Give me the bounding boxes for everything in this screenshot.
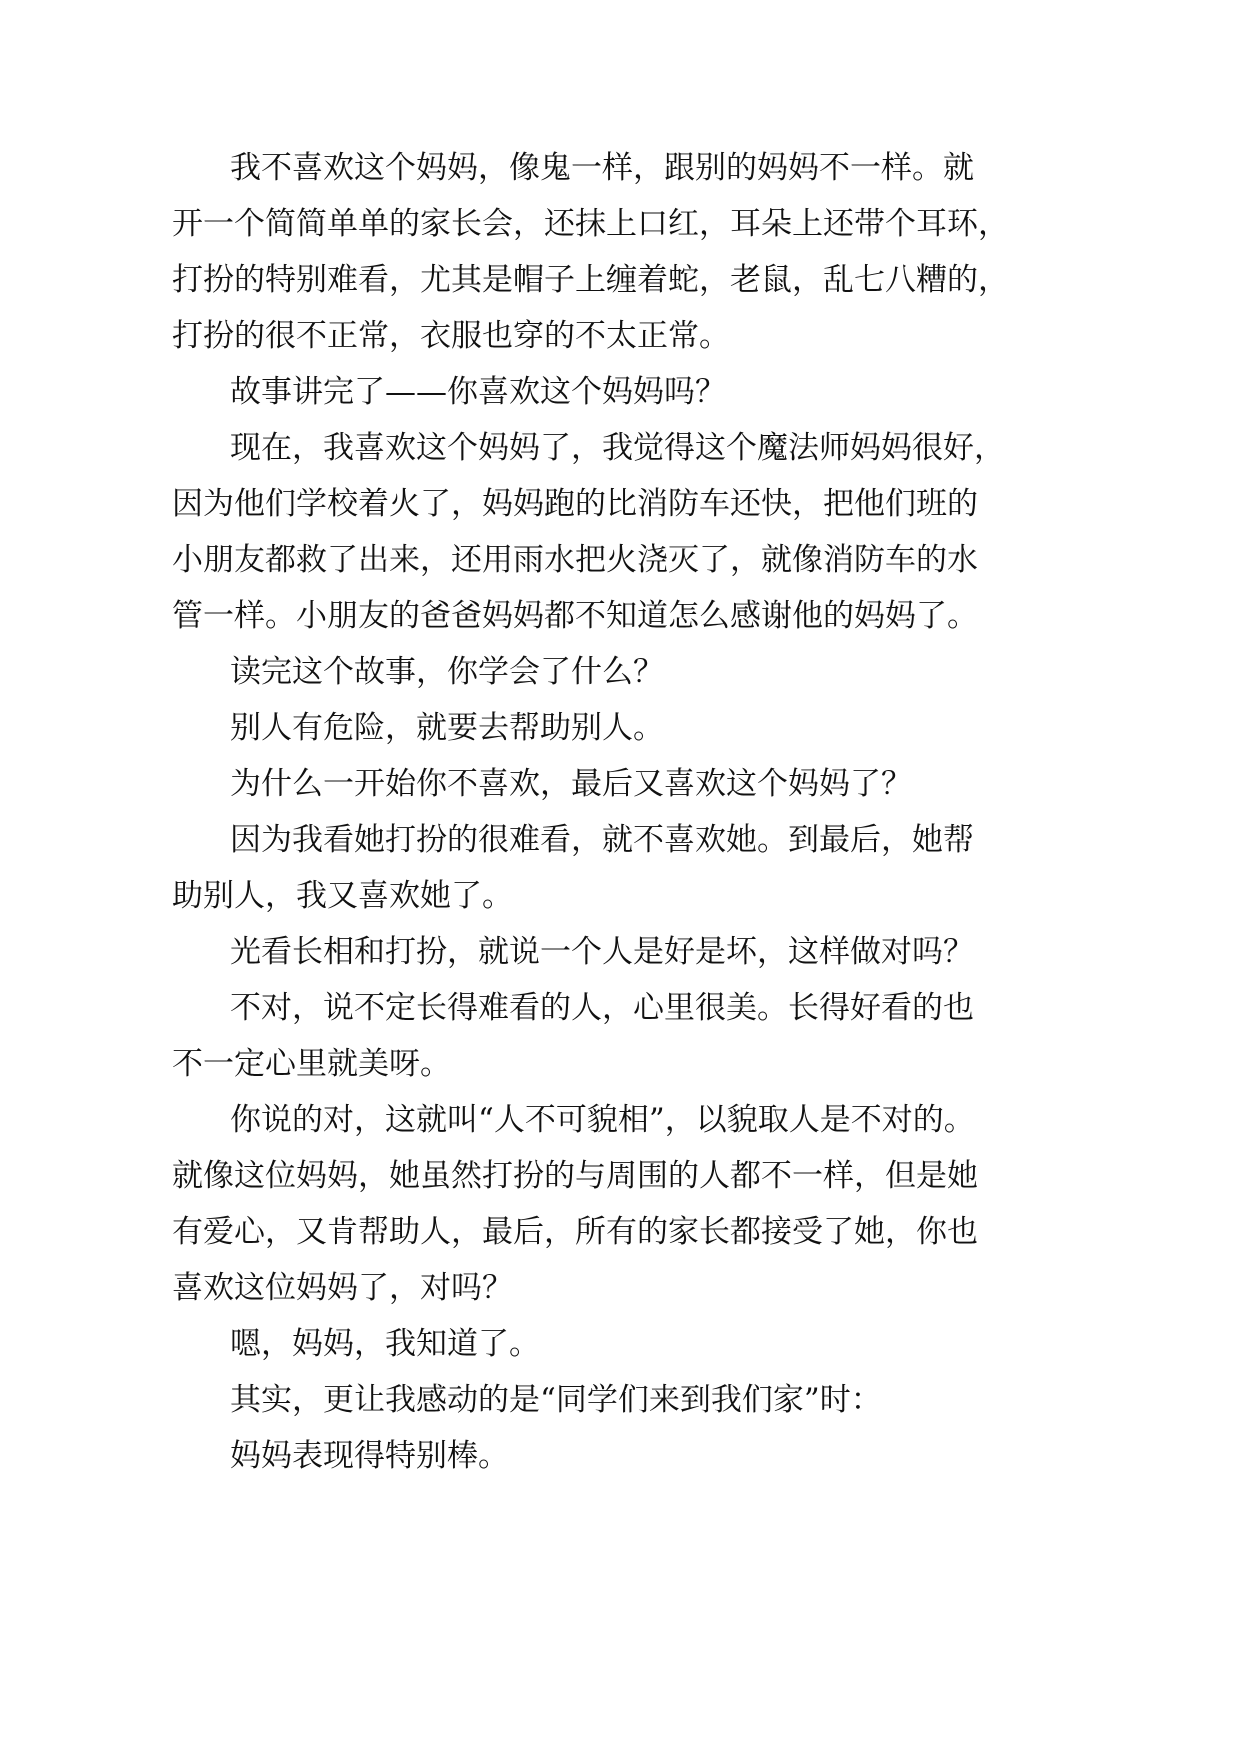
text-line xyxy=(0,428,1241,468)
text-line-content: 打扮的特别难看，尤其是帽子上缠着蛇，老鼠，乱七八糟的， xyxy=(172,262,1009,298)
text-line-content: 就像这位妈妈，她虽然打扮的与周围的人都不一样，但是她 xyxy=(172,1158,978,1194)
text-line-content: 故事讲完了——你喜欢这个妈妈吗？ xyxy=(230,374,726,410)
text-line xyxy=(0,1212,1241,1252)
text-line-content: 打扮的很不正常，衣服也穿的不太正常。 xyxy=(172,318,730,354)
text-line-content: 开一个简简单单的家长会，还抹上口红，耳朵上还带个耳环， xyxy=(172,206,1009,242)
text-line-content: 我不喜欢这个妈妈，像鬼一样，跟别的妈妈不一样。就 xyxy=(230,150,974,186)
text-line-content: 读完这个故事，你学会了什么？ xyxy=(230,654,664,690)
text-line xyxy=(0,1156,1241,1196)
text-line xyxy=(0,540,1241,580)
text-line xyxy=(0,708,1241,748)
text-line-content: 助别人，我又喜欢她了。 xyxy=(172,878,513,914)
text-line xyxy=(0,1268,1241,1308)
text-line-content: 因为他们学校着火了，妈妈跑的比消防车还快，把他们班的 xyxy=(172,486,978,522)
text-line-content: 小朋友都救了出来，还用雨水把火浇灭了，就像消防车的水 xyxy=(172,542,978,578)
text-line-content: 你说的对，这就叫“人不可貌相”，以貌取人是不对的。 xyxy=(230,1102,975,1138)
text-line xyxy=(0,652,1241,692)
text-line xyxy=(0,260,1241,300)
text-line-content: 管一样。小朋友的爸爸妈妈都不知道怎么感谢他的妈妈了。 xyxy=(172,598,978,634)
text-line xyxy=(0,820,1241,860)
text-line xyxy=(0,1324,1241,1364)
text-line-content: 喜欢这位妈妈了，对吗？ xyxy=(172,1270,513,1306)
text-line xyxy=(0,596,1241,636)
text-line-content: 不一定心里就美呀。 xyxy=(172,1046,451,1082)
text-line xyxy=(0,316,1241,356)
text-line-content: 有爱心，又肯帮助人，最后，所有的家长都接受了她，你也 xyxy=(172,1214,978,1250)
text-line xyxy=(0,1044,1241,1084)
text-line xyxy=(0,876,1241,916)
text-line-content: 别人有危险，就要去帮助别人。 xyxy=(230,710,664,746)
text-line-content: 其实，更让我感动的是“同学们来到我们家”时： xyxy=(230,1382,882,1418)
text-line xyxy=(0,484,1241,524)
text-line xyxy=(0,148,1241,188)
text-line xyxy=(0,1100,1241,1140)
text-line xyxy=(0,988,1241,1028)
text-line-content: 妈妈表现得特别棒。 xyxy=(230,1438,509,1474)
text-line xyxy=(0,764,1241,804)
text-line-content: 光看长相和打扮，就说一个人是好是坏，这样做对吗？ xyxy=(230,934,974,970)
text-line xyxy=(0,1380,1241,1420)
text-line xyxy=(0,932,1241,972)
text-line xyxy=(0,204,1241,244)
text-line-content: 为什么一开始你不喜欢，最后又喜欢这个妈妈了？ xyxy=(230,766,912,802)
text-line-content: 不对，说不定长得难看的人，心里很美。长得好看的也 xyxy=(230,990,974,1026)
text-line-content: 嗯，妈妈，我知道了。 xyxy=(230,1326,540,1362)
text-line xyxy=(0,372,1241,412)
text-line-content: 现在，我喜欢这个妈妈了，我觉得这个魔法师妈妈很好， xyxy=(230,430,1005,466)
text-line-content: 因为我看她打扮的很难看，就不喜欢她。到最后，她帮 xyxy=(230,822,974,858)
text-line xyxy=(0,1436,1241,1476)
